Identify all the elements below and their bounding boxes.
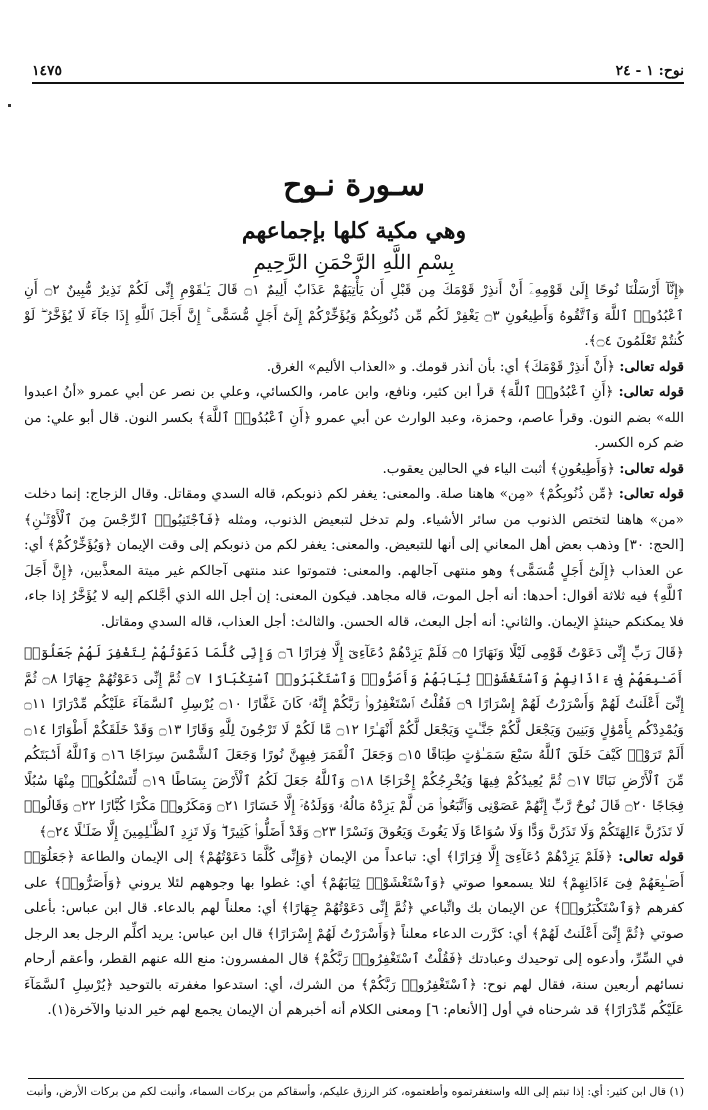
surah-subtitle: وهي مكية كلها بإجماعهم — [241, 218, 467, 244]
commentary-label: قوله تعالى: — [618, 486, 684, 502]
commentary-paragraph — [24, 457, 684, 483]
commentary-label: قوله تعالى: — [619, 460, 684, 477]
commentary-paragraph — [24, 380, 684, 457]
verses-block-1: ﴿إِنَّآ أَرْسَلْنَا نُوحًا إِلَىٰ قَوْمِهِۦٓ أَنْ أَنذِرْ قَوْمَكَ مِن قَبْلِ أَن يَأْتِيَهُمْ عَذَابٌ أَلِيمٌ ۝١ قَالَ يَـٰقَوْمِ إِنِّى لَكُمْ نَذِيرٌ مُّبِينٌ ۝٢ أَنِ ٱعْبُدُوا۟ ٱللَّهَ وَٱتَّقُوهُ وَأَطِيعُونِ ۝٣ يَغْفِرْ لَكُم مِّن ذُنُوبِكُمْ وَيُؤَخِّرْكُمْ إِلَىٰٓ أَجَلٍ مُّسَمًّى ۚ إِنَّ أَجَلَ ٱللَّهِ إِذَا جَآءَ لَا يُؤَخَّرُ ۖ لَوْ كُنتُمْ تَعْلَمُونَ ۝٤﴾. — [24, 282, 684, 349]
commentary-label: قوله تعالى: — [618, 849, 684, 865]
commentary-paragraph — [24, 845, 684, 1024]
verses-block-2: ﴿قَالَ رَبِّ إِنِّى دَعَوْتُ قَوْمِى لَيْلًا وَنَهَارًا ۝٥ فَلَمْ يَزِدْهُمْ دُعَآءِىٓ إِلَّا فِرَارًا ۝٦ وَإِنِّى كُلَّمَا دَعَوْتُهُمْ لِتَغْفِرَ لَهُمْ جَعَلُوٓا۟ أَصَـٰبِعَهُمْ فِىٓ ءَاذَانِهِمْ وَٱسْتَغْشَوْا۟ ثِيَابَهُمْ وَأَصَرُّوا۟ وَٱسْتَكْبَرُوا۟ ٱسْتِكْبَارًا ۝٧ ثُمَّ إِنِّى دَعَوْتُهُمْ جِهَارًا ۝٨ ثُمَّ إِنِّىٓ أَعْلَنتُ لَهُمْ وَأَسْرَرْتُ لَهُمْ إِسْرَارًا ۝٩ فَقُلْتُ ٱسْتَغْفِرُوا۟ رَبَّكُمْ إِنَّهُۥ كَانَ غَفَّارًا ۝١٠ يُرْسِلِ ٱلسَّمَآءَ عَلَيْكُم مِّدْرَارًا ۝١١ وَيُمْدِدْكُم بِأَمْوَٰلٍ وَبَنِينَ وَيَجْعَل لَّكُمْ جَنَّـٰتٍ وَيَجْعَل لَّكُمْ أَنْهَـٰرًا ۝١٢ مَّا لَكُمْ لَا تَرْجُونَ لِلَّهِ وَقَارًا ۝١٣ وَقَدْ خَلَقَكُمْ أَطْوَارًا ۝١٤ أَلَمْ تَرَوْا۟ كَيْفَ خَلَقَ ٱللَّهُ سَبْعَ سَمَـٰوَٰتٍ طِبَاقًا ۝١٥ وَجَعَلَ ٱلْقَمَرَ فِيهِنَّ نُورًا وَجَعَلَ ٱلشَّمْسَ سِرَاجًا ۝١٦ وَٱللَّهُ أَنۢبَتَكُم مِّنَ ٱلْأَرْضِ نَبَاتًا ۝١٧ ثُمَّ يُعِيدُكُمْ فِيهَا وَيُخْرِجُكُمْ إِخْرَاجًا ۝١٨ وَٱللَّهُ جَعَلَ لَكُمُ ٱلْأَرْضَ بِسَاطًا ۝١٩ لِّتَسْلُكُوا۟ مِنْهَا سُبُلًا فِجَاجًا ۝٢٠ قَالَ نُوحٌ رَّبِّ إِنَّهُمْ عَصَوْنِى وَٱتَّبَعُوا۟ مَن لَّمْ يَزِدْهُ مَالُهُۥ وَوَلَدُهُۥٓ إِلَّا خَسَارًا ۝٢١ وَمَكَرُوا۟ مَكْرًا كُبَّارًا ۝٢٢ وَقَالُوا۟ لَا تَذَرُنَّ ءَالِهَتَكُمْ وَلَا تَذَرُنَّ وَدًّا وَلَا سُوَاعًا وَلَا يَغُوثَ وَيَعُوقَ وَنَسْرًا ۝٢٣ وَقَدْ أَضَلُّوا۟ كَثِيرًا ۖ وَلَا تَزِدِ ٱلظَّـٰلِمِينَ إِلَّا ضَلَـٰلًا ۝٢٤﴾ — [24, 645, 685, 840]
commentary-paragraph — [24, 482, 684, 635]
footnote-divider — [28, 1078, 684, 1079]
basmala: بِسْمِ اللَّهِ الرَّحْمَنِ الرَّحِيمِ — [253, 250, 455, 274]
commentary-text: ﴿مِّن ذُنُوبِكُمْ﴾ «مِن» هاهنا صلة. والمعنى: يغفر لكم ذنوبكم، قاله السدي ومقاتل. وقال الزجاج: إنما دخلت «من» هاهنا لتختص الذنوب من سائر الأشياء. ولم تدخل لتبعيض الذنوب، ومثله ﴿فَٱجْتَنِبُوا۟ ٱلرِّجْسَ مِنَ ٱلْأَوْثَـٰنِ﴾ [الحج: ٣٠] وذهب بعض أهل المعاني إلى أنها للتبعيض. والمعنى: يغفر لكم من ذنوبكم إلى وقت الإيمان ﴿وَيُؤَخِّرْكُمْ﴾ أي: عن العذاب ﴿إِلَىٰٓ أَجَلٍ مُّسَمًّى﴾ وهو منتهى آجالهم. والمعنى: فتموتوا عند منتهى آجالكم غير ميتة المعذَّبين، ﴿إِنَّ أَجَلَ ٱللَّهِ﴾ فيه ثلاثة أقوال: أحدها: أنه أجل الموت، قاله مجاهد. فيكون المعنى: إن أجل الله الذي أجَّلكم إليه لا يُؤَخَّرُ إذا جاء، فلا يمكنكم حينئذٍ الإيمان. والثاني: أنه أجل البعث، قاله الحسن. والثالث: أجل العذاب، قاله السدي ومقاتل. — [24, 486, 684, 630]
commentary-text: ﴿وَأَطِيعُونِ﴾ أثبت الياء في الحالين يعقوب. — [382, 460, 620, 477]
surah-title: سـورة نـوح — [282, 168, 426, 203]
commentary-paragraph — [24, 355, 684, 381]
commentary-label: قوله تعالى: — [619, 358, 684, 375]
commentary-text: ﴿أَنْ أَنذِرْ قَوْمَكَ﴾ أي: بأن أنذر قومك. و «العذاب الأليم» الغرق. — [266, 358, 620, 375]
footnote: (١) قال ابن كثير: أي: إذا تبتم إلى الله واستغفرتموه وأطعتموه، كثر الرزق عليكم، وأسقاكم من بركات السماء، وأنبت لكم من بركات الأرض، وأنبت — [26, 1085, 684, 1098]
scan-speck — [8, 104, 11, 107]
commentary-label: قوله تعالى: — [618, 384, 684, 400]
commentary-text: ﴿فَلَمْ يَزِدْهُمْ دُعَآءِىٓ إِلَّا فِرَارًا﴾ أي: تباعداً من الإيمان ﴿وَإِنِّى كُلَّمَا دَعَوْتُهُمْ﴾ إلى الإيمان والطاعة ﴿جَعَلُوٓا۟ أَصَـٰبِعَهُمْ فِىٓ ءَاذَانِهِمْ﴾ لئلا يسمعوا صوتي ﴿وَٱسْتَغْشَوْا۟ ثِيَابَهُمْ﴾ أي: غطوا بها وجوههم لئلا يروني ﴿وَأَصَرُّوا۟﴾ على كفرهم ﴿وَٱسْتَكْبَرُوا۟﴾ عن الإيمان بك واتِّباعي ﴿ثُمَّ إِنِّى دَعَوْتُهُمْ جِهَارًا﴾ أي: معلناً لهم بالدعاء. قال ابن عباس: بأعلى صوتي ﴿ثُمَّ إِنِّىٓ أَعْلَنتُ لَهُمْ﴾ أي: كرَّرت الدعاء معلناً ﴿وَأَسْرَرْتُ لَهُمْ إِسْرَارًا﴾ قال ابن عباس: يريد أكلِّم الرجل بعد الرجل في السِّرِّ، وأدعوه إلى توحيدك وعبادتك ﴿فَقُلْتُ ٱسْتَغْفِرُوا۟ رَبَّكُمْ﴾ قال المفسرون: منع الله عنهم القطر، وأعقم أرحام نسائهم أربعين سنة، فقال لهم نوح: ﴿ٱسْتَغْفِرُوا۟ رَبَّكُمْ﴾ من الشرك، أي: استدعوا مغفرته بالتوحيد ﴿يُرْسِلِ ٱلسَّمَآءَ عَلَيْكُم مِّدْرَارًا﴾ قد شرحناه في أول [الأنعام: ٦] ومعنى الكلام أنه أخبرهم أن الإيمان يجمع لهم خير الدنيا والآخرة(١). — [24, 849, 684, 1018]
surah-verse-range: نوح: ١ - ٢٤ — [615, 63, 684, 79]
page-header — [32, 56, 684, 84]
main-text — [24, 278, 684, 1024]
commentary-text: ﴿أَنِ ٱعْبُدُوا۟ ٱللَّهَ﴾ قرأ ابن كثير، ونافع، وابن عامر، والكسائي، وعلي بن نصر عن أبي عمرو «أنُ اعبدوا الله» بضم النون. وقرأ عاصم، وحمزة، وعبد الوارث عن أبي عمرو ﴿أَنِ ٱعْبُدُوا۟ ٱللَّهَ﴾ بكسر النون. قال أبو علي: من ضم كره الكسر. — [24, 384, 684, 451]
page-number: ١٤٧٥ — [32, 63, 63, 79]
